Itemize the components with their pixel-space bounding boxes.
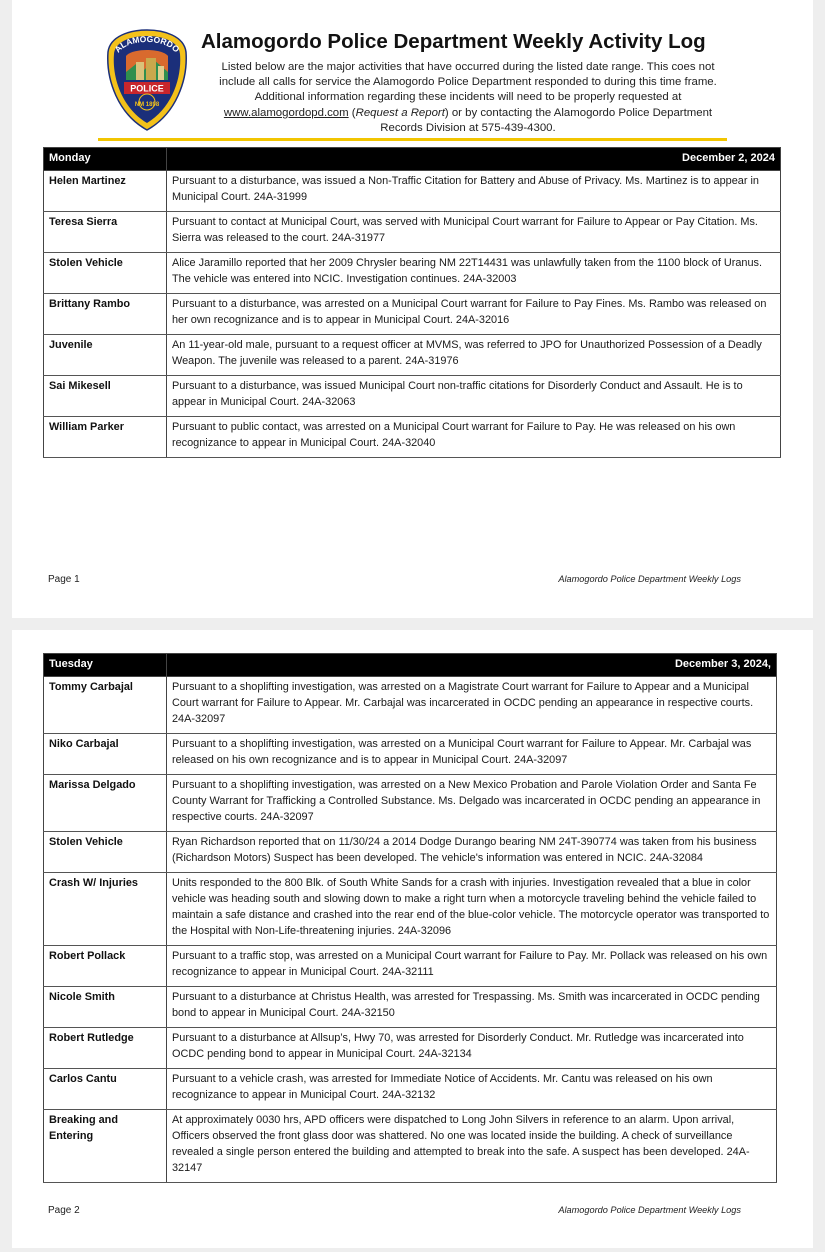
table-row (44, 171, 781, 212)
table-row (44, 987, 777, 1028)
day-label: Monday (44, 148, 167, 171)
website-link[interactable]: www.alamogordopd.com (223, 106, 349, 119)
entry-text: Pursuant to a traffic stop, was arrested on a Municipal Court warrant for Failure to Pay. Mr. Pollack was released on his own recognizance to appear in Municipal Court. 24A-32111 (167, 946, 777, 987)
entry-text: Pursuant to a disturbance, was arrested on a Municipal Court warrant for Failure to Pay Fines. Ms. Rambo was released on her own recognizance and is to appear in Municipal Court. 24A-32016 (167, 294, 781, 335)
entry-name: Robert Rutledge (44, 1028, 167, 1069)
entry-name: Nicole Smith (44, 987, 167, 1028)
entry-name: Teresa Sierra (44, 212, 167, 253)
entry-text: An 11-year-old male, pursuant to a request officer at MVMS, was referred to JPO for Unauthorized Possession of a Deadly Weapon. The juvenile was released to a parent. 24A-31976 (167, 335, 781, 376)
intro-line-4-tail: ) or by contacting the Alamogordo Police Department (444, 106, 713, 119)
entry-name: Marissa Delgado (44, 775, 167, 832)
entry-text: Pursuant to contact at Municipal Court, was served with Municipal Court warrant for Failure to Appear or Pay Citation. Ms. Sierra was released to the court. 24A-31977 (167, 212, 781, 253)
intro-line-5: Records Division at 575-439-4300. (380, 121, 556, 134)
entry-name: Tommy Carbajal (44, 677, 167, 734)
document-page-1 (12, 0, 813, 618)
table-row (44, 376, 781, 417)
entry-text: Pursuant to a shoplifting investigation, was arrested on a Magistrate Court warrant for Failure to Appear and a Municipal Court warrant for Failure to Appear. Mr. Carbajal was incarcerated in OCDC pending an appearance in respective courts. 24A-32097 (167, 677, 777, 734)
entry-text: Alice Jaramillo reported that her 2009 Chrysler bearing NM 22T14431 was unlawfully taken from the 1100 block of Uranus. The vehicle was entered into NCIC. Investigation continues. 24A-32003 (167, 253, 781, 294)
day-label: Tuesday (44, 654, 167, 677)
table-row (44, 212, 781, 253)
intro-line-1: Listed below are the major activities that have occurred during the listed date range. This coes not (221, 61, 715, 73)
entry-name: Niko Carbajal (44, 734, 167, 775)
entry-text: Pursuant to a vehicle crash, was arrested for Immediate Notice of Accidents. Mr. Cantu was released on his own recognizance to appear in Municipal Court. 24A-32132 (167, 1069, 777, 1110)
entry-text: Units responded to the 800 Blk. of South White Sands for a crash with injuries. Investigation revealed that a blue in color vehicle was heading south and slowing down to make a right turn when a motorcycle traveling behind the vehicle failed to maintain a safe distance and crashed into the rear end of the blue-color vehicle. The motorcycle operator was transported to the Hospital with Non-Life-threatening injuries. 24A-32096 (167, 873, 777, 946)
table-row (44, 775, 777, 832)
table-row (44, 1069, 777, 1110)
footer-title: Alamogordo Police Department Weekly Logs (558, 1205, 741, 1215)
table-row (44, 873, 777, 946)
entry-name: Breaking and Entering (44, 1110, 167, 1183)
entry-name: Robert Pollack (44, 946, 167, 987)
entry-name: Juvenile (44, 335, 167, 376)
entry-text: At approximately 0030 hrs, APD officers were dispatched to Long John Silvers in reference to an alarm. Upon arrival, Officers observed the front glass door was shattered. No one was located inside the building. A check of surveillance revealed a single person entered the building and attempted to break into the safe. A suspect has been developed. 24A-32147 (167, 1110, 777, 1183)
table-row (44, 832, 777, 873)
entry-name: Stolen Vehicle (44, 832, 167, 873)
page-number: Page 2 (48, 1205, 80, 1216)
entry-name: Crash W/ Injuries (44, 873, 167, 946)
table-row (44, 946, 777, 987)
intro-paragraph (208, 60, 728, 136)
intro-line-4: www.alamogordopd.com (Request a Report) or by contacting the Alamogordo Police Department (223, 106, 713, 119)
page-number: Page 1 (48, 574, 80, 585)
entry-text: Pursuant to a disturbance, was issued a Non-Traffic Citation for Battery and Abuse of Privacy. Ms. Martinez is to appear in Municipal Court. 24A-31999 (167, 171, 781, 212)
table-row (44, 1110, 777, 1183)
date-label: December 2, 2024 (167, 148, 781, 171)
entry-name: Helen Martinez (44, 171, 167, 212)
activity-table-monday (43, 147, 781, 458)
table-row (44, 1028, 777, 1069)
entry-name: William Parker (44, 417, 167, 458)
table-header-row (44, 148, 781, 171)
document-page-2 (12, 630, 813, 1248)
entry-text: Pursuant to a shoplifting investigation, was arrested on a Municipal Court warrant for Failure to Appear. Mr. Carbajal was released on his own recognizance and is to appear in Municipal Court. 24A-32097 (167, 734, 777, 775)
entry-text: Pursuant to a shoplifting investigation, was arrested on a New Mexico Probation and Parole Violation Order and Santa Fe County Warrant for Trafficking a Controlled Substance. Ms. Delgado was incarcerated in OCDC pending an appearance in respective courts. 24A-32097 (167, 775, 777, 832)
table-row (44, 335, 781, 376)
table-row (44, 294, 781, 335)
entry-name: Stolen Vehicle (44, 253, 167, 294)
police-badge-logo (106, 28, 188, 132)
date-label: December 3, 2024, (167, 654, 777, 677)
table-row (44, 417, 781, 458)
badge-center-text: POLICE (130, 83, 164, 94)
entry-name: Carlos Cantu (44, 1069, 167, 1110)
entry-text: Pursuant to a disturbance, was issued Municipal Court non-traffic citations for Disorderly Conduct and Assault. He is to appear in Municipal Court. 24A-32063 (167, 376, 781, 417)
document-title: Alamogordo Police Department Weekly Activity Log (201, 30, 706, 53)
entry-text: Ryan Richardson reported that on 11/30/24 a 2014 Dodge Durango bearing NM 24T-390774 was taken from his business (Richardson Motors) Suspect has been developed. The vehicle's information was entered in NCIC. 24A-32084 (167, 832, 777, 873)
entry-name: Brittany Rambo (44, 294, 167, 335)
request-report-note: Request a Report (355, 106, 445, 119)
table-row (44, 734, 777, 775)
activity-table-tuesday (43, 653, 777, 1183)
entry-name: Sai Mikesell (44, 376, 167, 417)
table-row (44, 253, 781, 294)
entry-text: Pursuant to a disturbance at Christus Health, was arrested for Trespassing. Ms. Smith was incarcerated in OCDC pending bond to appear in Municipal Court. 24A-32150 (167, 987, 777, 1028)
header-divider (98, 138, 727, 141)
intro-line-3: Additional information regarding these incidents will need to be properly requested at (254, 91, 682, 104)
intro-line-2: include all calls for service the Alamogordo Police Department responded to during this time frame. (219, 76, 717, 89)
badge-bottom-text: NM 1898 (134, 102, 160, 108)
table-row (44, 677, 777, 734)
entry-text: Pursuant to public contact, was arrested on a Municipal Court warrant for Failure to Pay. He was released on his own recognizance to appear in Municipal Court. 24A-32040 (167, 417, 781, 458)
footer-title: Alamogordo Police Department Weekly Logs (558, 574, 741, 584)
table-header-row (44, 654, 777, 677)
badge-top-text: ALAMOGORDO (112, 33, 182, 55)
entry-text: Pursuant to a disturbance at Allsup’s, Hwy 70, was arrested for Disorderly Conduct. Mr. Rutledge was incarcerated into OCDC pending bond to appear in Municipal Court. 24A-32134 (167, 1028, 777, 1069)
